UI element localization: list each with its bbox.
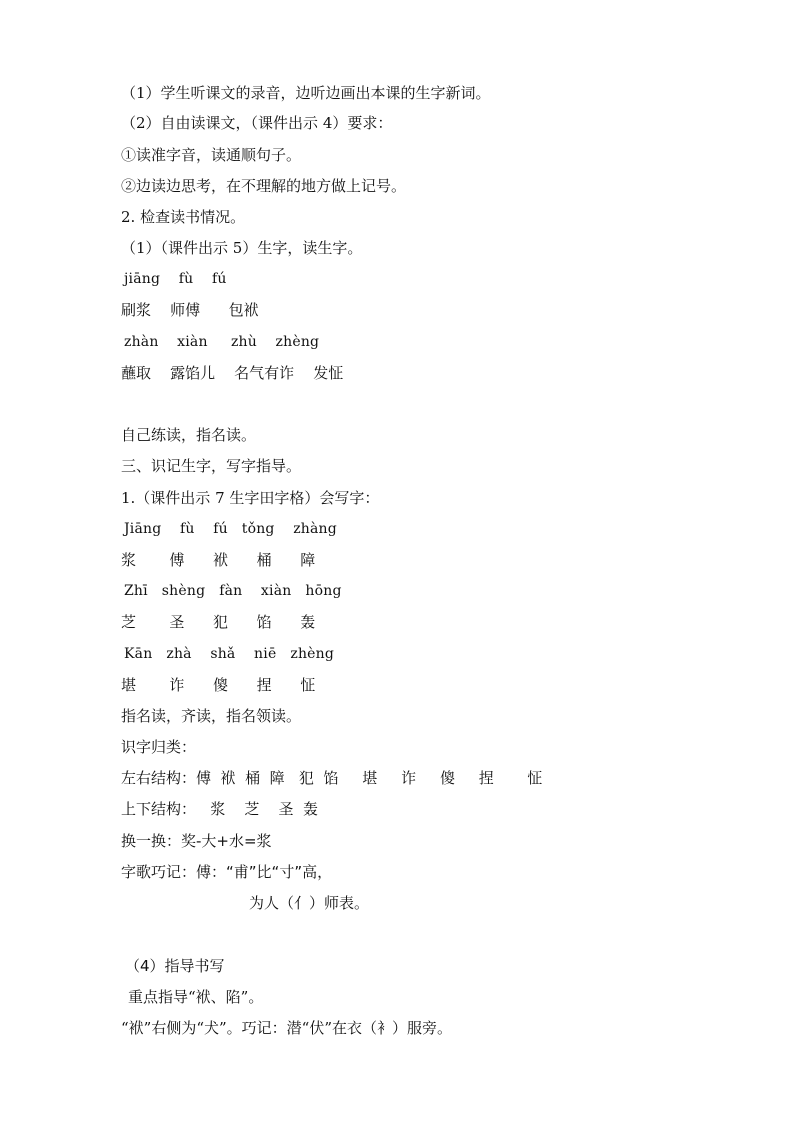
section-three-heading: 三、识记生字，写字指导。 (121, 457, 302, 475)
step-listen-recording: （1）学生听课文的录音，边听边画出本课的生字新词。 (121, 84, 491, 102)
reading-methods: 指名读，齐读，指名领读。 (121, 707, 302, 725)
mnemonic-line-2: 为人（亻）师表。 (249, 894, 370, 912)
pinyin-row-2: zhàn xiàn zhù zhèng (124, 334, 320, 350)
words-row-2: 蘸取 露馅儿 名气有诈 发怔 (121, 364, 344, 382)
writing-chars-intro: 1.（课件出示 7 生字田字格）会写字： (121, 489, 380, 507)
key-guidance: 重点指导“袱、陷”。 (128, 988, 264, 1006)
top-bottom-structure: 上下结构： 浆 芝 圣 轰 (121, 800, 318, 818)
chars-row-3: 浆 傅 袱 桶 障 (121, 551, 316, 569)
left-right-structure: 左右结构：傅 袱 桶 障 犯 馅 堪 诈 傻 捏 怔 (121, 769, 543, 787)
pinyin-row-1: jiāng fù fú (124, 271, 227, 287)
char-classification-heading: 识字归类： (121, 738, 197, 756)
section-check-reading: 2. 检查读书情况。 (121, 208, 246, 226)
pinyin-row-4: Zhī shèng fàn xiàn hōng (124, 583, 342, 599)
pinyin-row-3: Jiāng fù fú tǒng zhàng (124, 521, 337, 537)
requirement-1: ①读准字音，读通顺句子。 (121, 146, 302, 164)
fu-mnemonic: “袱”右侧为“犬”。巧记：潜“伏”在衣（衤）服旁。 (121, 1019, 453, 1037)
practice-reading: 自己练读，指名读。 (121, 426, 257, 444)
step-free-reading: （2）自由读课文，（课件出示 4）要求： (121, 114, 393, 132)
mnemonic-line-1: 字歌巧记：傅：“甫”比“寸”高， (121, 863, 333, 881)
chars-row-5: 堪 诈 傻 捏 怔 (121, 676, 316, 694)
writing-guidance-heading: （4）指导书写 (125, 957, 225, 975)
step-read-new-chars: （1）（课件出示 5）生字，读生字。 (121, 239, 363, 257)
chars-row-4: 芝 圣 犯 馅 轰 (121, 613, 316, 631)
words-row-1: 刷浆 师傅 包袱 (121, 301, 259, 319)
requirement-2: ②边读边思考，在不理解的地方做上记号。 (121, 177, 407, 195)
pinyin-row-5: Kān zhà shǎ niē zhèng (124, 646, 335, 662)
substitution-trick: 换一换：奖-大+水=浆 (121, 832, 272, 850)
